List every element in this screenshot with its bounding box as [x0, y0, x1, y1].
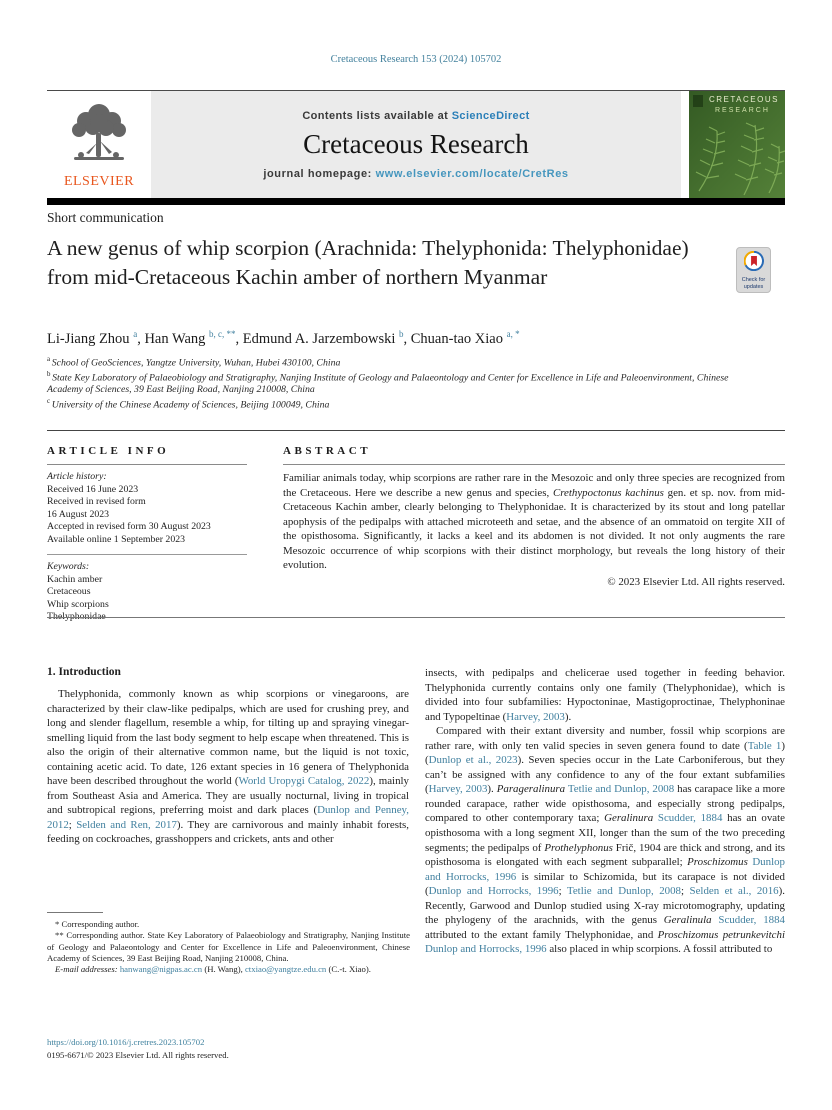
page-footer — [47, 1036, 229, 1061]
author-superscript: b — [399, 329, 404, 339]
keyword: Cretaceous — [47, 586, 91, 598]
running-head-citation: Cretaceous Research 153 (2024) 105702 — [330, 54, 502, 65]
masthead-center-panel — [151, 91, 681, 198]
svg-text:CRETACEOUS: CRETACEOUS — [709, 95, 779, 104]
homepage-line — [263, 168, 568, 180]
abstract-column — [283, 445, 785, 624]
text-run: , Edmund A. Jarzembowski — [235, 330, 400, 347]
keyword: Kachin amber — [47, 573, 103, 585]
check-for-updates-badge[interactable] — [736, 247, 771, 293]
footnote-corresponding-2: ** Corresponding author. State Key Laboratory of Palaeobiology and Stratigraphy, Nanjing Institute of Geology and Palaeontology and Center for Excellence in Life and Paleoenvironment, Chinese Academy of Sciences, 39 East Beijing Road, Nanjing 210008, China. — [47, 930, 410, 963]
author-superscript: a, * — [506, 329, 520, 339]
affiliation-superscript: b — [47, 370, 53, 378]
history-line: Accepted in revised form 30 August 2023 — [47, 521, 211, 533]
check-badge-line1: Check for — [741, 277, 766, 283]
svg-text:RESEARCH: RESEARCH — [715, 107, 770, 114]
italic-text: Proschizomus — [687, 856, 748, 869]
inline-link[interactable]: Dunlop and Horrocks, 1996 — [425, 943, 547, 956]
footnote-rule — [47, 912, 103, 913]
issn-copyright-line: 0195-6671/© 2023 Elsevier Ltd. All rights reserved. — [47, 1049, 229, 1060]
author-superscript: a — [133, 329, 138, 339]
abstract-text — [283, 471, 785, 573]
intro-paragraph-2 — [425, 724, 785, 957]
affiliations — [47, 356, 753, 413]
journal-title: Cretaceous Research — [303, 128, 529, 159]
text-run: has an ovate opisthosoma with a long segment XII, longer than the sum of the two preceding segments; the pedipalps of — [425, 812, 785, 854]
contents-line — [302, 110, 529, 122]
text-run: (H. Wang), — [202, 964, 245, 975]
keywords-label: Keywords: — [47, 561, 90, 573]
text-run: , Chuan-tao Xiao — [403, 330, 507, 347]
inline-link[interactable]: Harvey, 2003 — [506, 710, 565, 723]
keyword: Thelyphonidae — [47, 611, 106, 623]
text-run: attributed to the extant family Thelyphonidae, and — [425, 928, 658, 941]
text-run: ). Recently, Garwood and Dunlop studied using X-ray microtomography, updating the phylogeny of the arachnids, with the genus — [425, 885, 785, 927]
affiliation-c — [47, 398, 753, 412]
article-info-heading: ARTICLE INFO — [47, 445, 247, 465]
affiliation-superscript: a — [47, 356, 52, 363]
history-line: Available online 1 September 2023 — [47, 533, 186, 545]
inline-link[interactable]: Tetlie and Dunlop, 2008 — [567, 783, 675, 796]
history-line: Received 16 June 2023 — [47, 483, 139, 495]
italic-text: Geralinura — [604, 812, 654, 825]
text-run: ; — [558, 885, 567, 898]
doi-link[interactable]: https://doi.org/10.1016/j.cretres.2023.105702 — [47, 1037, 205, 1047]
text-run: has carapace like a more rounded carapace, rather wide opisthosoma, and especially strong pedipalps, compared to other contemporary taxa; — [425, 783, 785, 825]
history-line: Received in revised form — [47, 496, 146, 508]
italic-text: Crethypoctonus kachinus — [552, 486, 664, 499]
inline-link[interactable]: Tetlie and Dunlop, 2008 — [566, 885, 681, 898]
abstract-copyright: © 2023 Elsevier Ltd. All rights reserved. — [607, 575, 785, 588]
text-run: Familiar animals today, whip scorpions are rather rare in the Mesozoic and only three species are recognized from the Cretaceous. Here we describe a new genus and species, — [283, 472, 785, 499]
affiliation-a — [47, 356, 753, 370]
italic-text: Prothelyphonus — [544, 841, 613, 854]
text-run: Frič, 1904 are thick and strong, and its opisthosoma is elongated with each segment subparallel; — [425, 841, 785, 869]
intro-paragraph-1 — [47, 687, 409, 847]
elsevier-tree-icon — [66, 97, 132, 176]
masthead-band — [47, 91, 785, 198]
masthead-black-bar — [47, 198, 785, 205]
homepage-prefix: journal homepage: — [263, 167, 376, 180]
inline-link[interactable]: Table 1 — [747, 739, 782, 752]
elsevier-logo — [47, 91, 151, 198]
italic-text: Proschizomus petrunkevitchi — [657, 928, 785, 941]
inline-link[interactable]: World Uropygi Catalog, 2022 — [238, 775, 370, 788]
italic-text: E-mail addresses: — [55, 964, 120, 975]
body-right-column — [425, 666, 785, 957]
section-heading-introduction: 1. Introduction — [47, 666, 121, 678]
text-run: ; — [681, 885, 690, 898]
text-run: ; — [68, 818, 77, 831]
check-badge-text — [742, 277, 766, 291]
inline-link[interactable]: Selden and Ren, 2017 — [76, 818, 177, 831]
text-run: ) ( — [425, 739, 785, 767]
info-abstract-block — [47, 445, 785, 624]
elsevier-wordmark: ELSEVIER — [63, 174, 135, 189]
text-run: ), mainly from Southeast Asia and America. They are usually nocturnal, living in tropical and subtropical regions, preferring moist and dark places ( — [47, 775, 409, 817]
text-run: Thelyphonida, commonly known as whip scorpions or vinegaroons, are characterized by their claw-like pedipalps, which are used for crushing prey, and long and slender flagellum, resemble a whip, for tilting up and spraying vinegar-smelling liquid from the last body segment to help escape when threatened. This is also the origin of their alternative common name, but the liquid is not toxic, containing acetic acid. To date, 126 extant species in 16 genera of Thelyphonida have been described throughout the world ( — [47, 688, 409, 788]
cover-image — [689, 91, 785, 198]
divider-rule-mid — [47, 617, 785, 618]
article-type-label: Short communication — [47, 210, 164, 225]
inline-link[interactable]: Selden et al., 2016 — [689, 885, 779, 898]
inline-link[interactable]: Scudder, 1884 — [657, 812, 723, 825]
sciencedirect-link[interactable]: ScienceDirect — [451, 109, 530, 122]
inline-link[interactable]: Harvey, 2003 — [428, 783, 488, 796]
divider-rule-top — [47, 430, 785, 431]
text-run: School of GeoSciences, Yangtze University, Wuhan, Hubei 430100, China — [51, 357, 341, 369]
text-run: ). — [487, 783, 497, 796]
text-run: also placed in whip scorpions. A fossil attributed to — [546, 943, 773, 956]
italic-text: Parageralinura — [496, 783, 566, 796]
inline-link[interactable]: Scudder, 1884 — [718, 914, 785, 927]
footnote-emails — [47, 964, 410, 975]
keyword: Whip scorpions — [47, 598, 109, 610]
check-updates-icon — [744, 251, 764, 276]
text-run: insects, with pedipalps and chelicerae used together in feeding behavior. Thelyphonida currently contains only one family (Thelyphonidae), which is divided into four subfamilies: Hypoctoninae, Mastigoproctinae, Thelyphoninae and Typopeltinae ( — [425, 667, 785, 723]
text-run: ). Seven species occur in the Late Carboniferous, but they can’t be assigned with any confidence to any of the four extant subfamilies ( — [425, 754, 785, 796]
text-run: gen. et sp. nov. from mid-Cretaceous Kachin amber, clearly belonging to Thelyphonidae. It is characterized by its stout and long patellar apophysis of the pedipalps with attached microteeth and setae, and the absence of an ommatoid on tergite XII of the opisthosoma. Significantly, it lacks a keel and its abdomen is not divided. It not only augments the rare Mesozoic occurrence of whip scorpions with their distinct morphology, but reveals the long history of their evolution. — [283, 486, 785, 571]
inline-link[interactable]: Dunlop and Horrocks, 1996 — [425, 856, 785, 883]
author-list — [47, 329, 747, 348]
journal-homepage-link[interactable]: www.elsevier.com/locate/CretRes — [375, 167, 569, 180]
contents-prefix: Contents lists available at — [302, 109, 452, 122]
article-title: A new genus of whip scorpion (Arachnida: Thelyphonida: Thelyphonidae) from mid-Cretaceous Kachin amber of northern Myanmar — [47, 236, 689, 289]
article-info-column — [47, 445, 247, 624]
author-superscript: b, c, ** — [209, 329, 236, 339]
text-run: (C.-t. Xiao). — [326, 964, 371, 975]
article-history-label: Article history: — [47, 471, 107, 482]
inline-link[interactable]: ctxiao@yangtze.edu.cn — [244, 964, 327, 975]
keywords-divider — [47, 554, 247, 555]
inline-link[interactable]: Dunlop et al., 2023 — [428, 754, 518, 767]
footnote-corresponding-1: * Corresponding author. — [55, 919, 140, 929]
check-badge-line2: updates — [743, 283, 764, 290]
inline-link[interactable]: Dunlop and Horrocks, 1996 — [428, 885, 559, 898]
text-run: , Han Wang — [137, 330, 210, 347]
text-run: University of the Chinese Academy of Sciences, Beijing 100049, China — [51, 399, 330, 411]
affiliation-superscript: c — [47, 397, 52, 405]
inline-link[interactable]: Dunlop and Penney, 2012 — [47, 804, 409, 831]
abstract-heading: ABSTRACT — [283, 445, 785, 465]
inline-link[interactable]: hanwang@nigpas.ac.cn — [119, 964, 203, 975]
text-run: ). — [564, 710, 572, 723]
journal-cover-thumbnail — [681, 91, 785, 198]
footnotes-block — [47, 912, 410, 976]
history-line: 16 August 2023 — [47, 508, 110, 520]
italic-text: Geralinula — [663, 914, 712, 927]
text-run: Compared with their extant diversity and number, fossil whip scorpions are rather rare, with only ten valid species in seven genera found to date ( — [425, 725, 785, 752]
text-run: Li-Jiang Zhou — [47, 330, 134, 347]
journal-masthead — [47, 90, 785, 205]
text-run: State Key Laboratory of Palaeobiology and Stratigraphy, Nanjing Institute of Geology and Palaeontology and Center for Excellence in Life and Paleoenvironment, Chinese Academy of Sciences, 39 East Beijing Road, Nanjing 210008, China — [47, 371, 729, 396]
affiliation-b — [47, 371, 753, 397]
text-run: is similar to Schizomida, but its carapace is not divided ( — [425, 870, 786, 898]
text-run: ). They are carnivorous and mainly inhabit forests, feeding on cockroaches, grasshoppers and crickets, ants and other — [47, 818, 409, 846]
intro-paragraph-1-continued — [425, 666, 785, 724]
